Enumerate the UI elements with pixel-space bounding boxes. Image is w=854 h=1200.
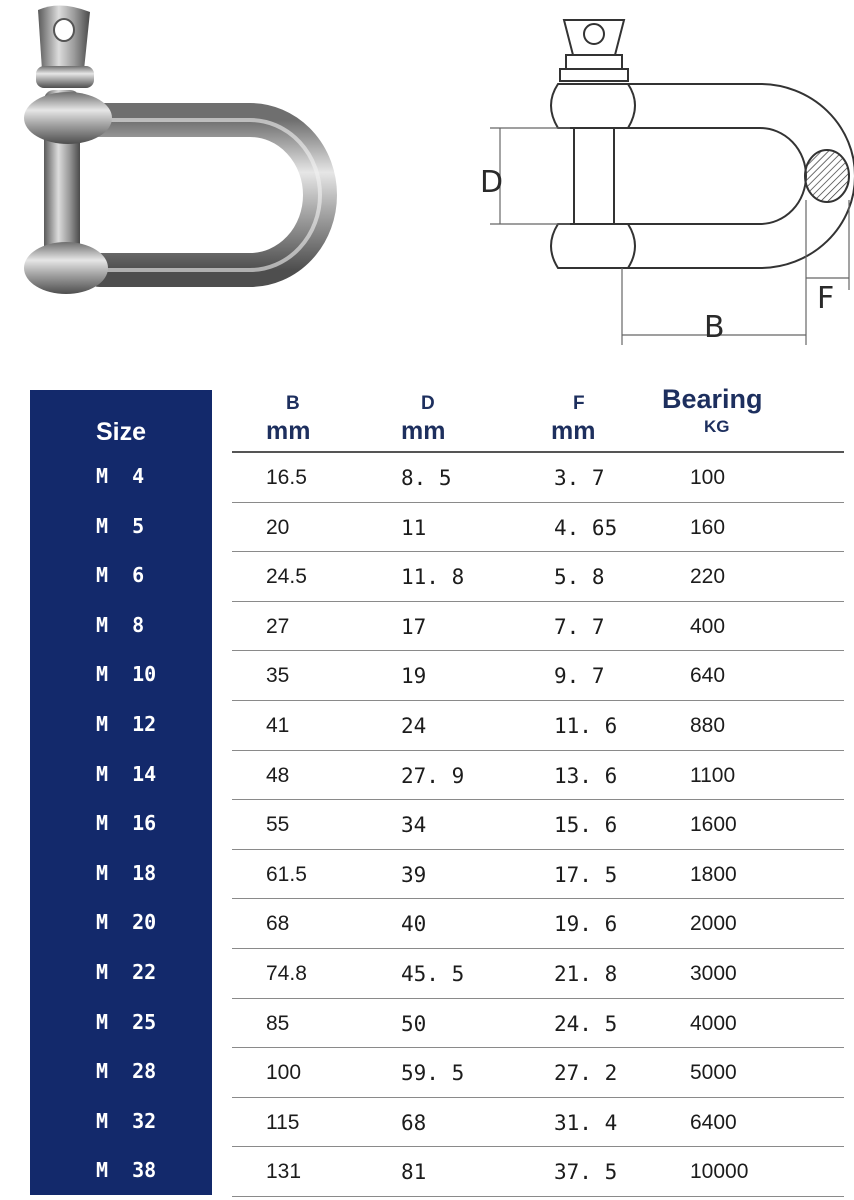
table-row-divider [232,1146,844,1147]
table-cell-f: 11. 6 [554,714,618,738]
table-cell-d: 8. 5 [401,466,452,490]
table-cell-f: 19. 6 [554,912,618,937]
size-cell: M 4 [96,464,145,488]
table-cell-kg: 640 [690,664,726,688]
table-cell-kg: 220 [690,565,726,589]
table-cell-b: 16.5 [266,466,307,489]
table-cell-kg: 1100 [690,763,736,787]
table-cell-f: 21. 8 [554,962,618,986]
table-cell-f: 24. 5 [554,1011,618,1036]
dimension-label-d: D [480,165,504,200]
table-cell-kg: 100 [690,466,726,489]
table-cell-kg: 3000 [690,962,737,985]
table-rule [232,451,844,453]
size-cell: M 18 [96,860,157,885]
dimension-label-f: F [817,281,835,316]
table-cell-b: 61.5 [266,862,307,886]
table-cell-d: 19 [401,664,427,689]
table-cell-kg: 880 [690,714,726,737]
table-cell-b: 115 [266,1110,300,1134]
table-row-divider [232,849,844,850]
table-cell-f: 4. 65 [554,515,618,540]
table-row-divider [232,799,844,800]
table-cell-kg: 1600 [690,813,737,837]
column-header-b [266,393,310,446]
table-cell-f: 5. 8 [554,565,605,590]
table-cell-b: 55 [266,813,290,837]
table-cell-kg: 4000 [690,1011,737,1035]
table-cell-b: 131 [266,1160,302,1184]
column-header-bearing [662,384,763,437]
size-cell: M 8 [96,612,145,637]
table-cell-b: 74.8 [266,962,307,985]
table-row-divider [232,898,844,899]
table-cell-d: 59. 5 [401,1061,465,1086]
table-row-divider [232,601,844,602]
table-cell-f: 17. 5 [554,862,618,887]
table-row-divider [232,1097,844,1098]
table-row-divider [232,650,844,651]
table-cell-d: 11. 8 [401,565,465,590]
size-cell: M 10 [96,662,157,687]
table-cell-f: 13. 6 [554,763,618,788]
table-cell-kg: 400 [690,614,726,638]
column-header-d-unit: mm [401,417,446,445]
table-cell-d: 17 [401,614,427,639]
table-cell-kg: 10000 [690,1160,749,1184]
table-row-divider [232,998,844,999]
size-cell: M 28 [96,1059,157,1084]
column-header-b-top: B [286,393,300,414]
size-cell: M 6 [96,563,145,588]
size-header: Size [95,418,147,446]
table-row-divider [232,1196,844,1197]
column-header-f [551,393,595,446]
table-row-divider [232,948,844,949]
dimension-label-b: B [704,310,725,345]
table-cell-b: 27 [266,614,290,638]
table-cell-kg: 2000 [690,912,737,936]
table-cell-f: 15. 6 [554,813,618,838]
table-cell-d: 45. 5 [401,962,465,986]
table-cell-d: 34 [401,813,427,838]
table-cell-b: 48 [266,763,290,787]
table-cell-d: 68 [401,1110,427,1135]
table-cell-b: 24.5 [266,565,307,589]
table-cell-f: 3. 7 [554,466,605,490]
column-header-f-unit: mm [551,417,596,445]
table-cell-b: 68 [266,912,290,936]
table-cell-d: 27. 9 [401,763,465,788]
table-row-divider [232,750,844,751]
table-cell-kg: 1800 [690,862,737,886]
size-cell: M 12 [96,712,157,736]
table-cell-f: 27. 2 [554,1061,618,1086]
table-row-divider [232,502,844,503]
column-header-b-unit: mm [266,417,311,445]
table-cell-d: 40 [401,912,427,937]
shackle-photo [0,0,360,330]
table-cell-b: 35 [266,664,290,688]
size-cell: M 32 [96,1108,157,1133]
table-cell-kg: 6400 [690,1110,737,1134]
size-cell: M 20 [96,910,157,935]
size-cell: M 25 [96,1009,157,1034]
table-cell-f: 7. 7 [554,614,605,639]
table-cell-kg: 5000 [690,1061,737,1085]
size-cell: M 5 [96,513,145,538]
table-cell-d: 11 [401,515,427,540]
table-cell-b: 20 [266,515,290,539]
table-cell-f: 31. 4 [554,1110,618,1135]
size-cell: M 16 [96,811,157,836]
size-cell: M 38 [96,1158,157,1183]
column-header-d [401,393,445,446]
shackle-technical-drawing [470,0,854,360]
table-cell-b: 100 [266,1061,302,1085]
table-cell-d: 81 [401,1160,427,1185]
column-header-f-top: F [573,393,585,414]
column-header-d-top: D [421,393,435,414]
column-header-bearing-top: Bearing [662,384,763,414]
table-cell-kg: 160 [690,515,726,539]
table-cell-d: 50 [401,1011,427,1036]
table-row-divider [232,551,844,552]
size-cell: M 14 [96,761,157,786]
table-cell-b: 85 [266,1011,290,1035]
table-cell-d: 24 [401,714,427,738]
table-row-divider [232,700,844,701]
table-row-divider [232,1047,844,1048]
table-cell-b: 41 [266,714,290,737]
table-cell-f: 37. 5 [554,1160,618,1185]
size-cell: M 22 [96,960,157,984]
table-cell-f: 9. 7 [554,664,605,689]
table-cell-d: 39 [401,862,427,887]
column-header-bearing-unit: KG [704,417,730,436]
